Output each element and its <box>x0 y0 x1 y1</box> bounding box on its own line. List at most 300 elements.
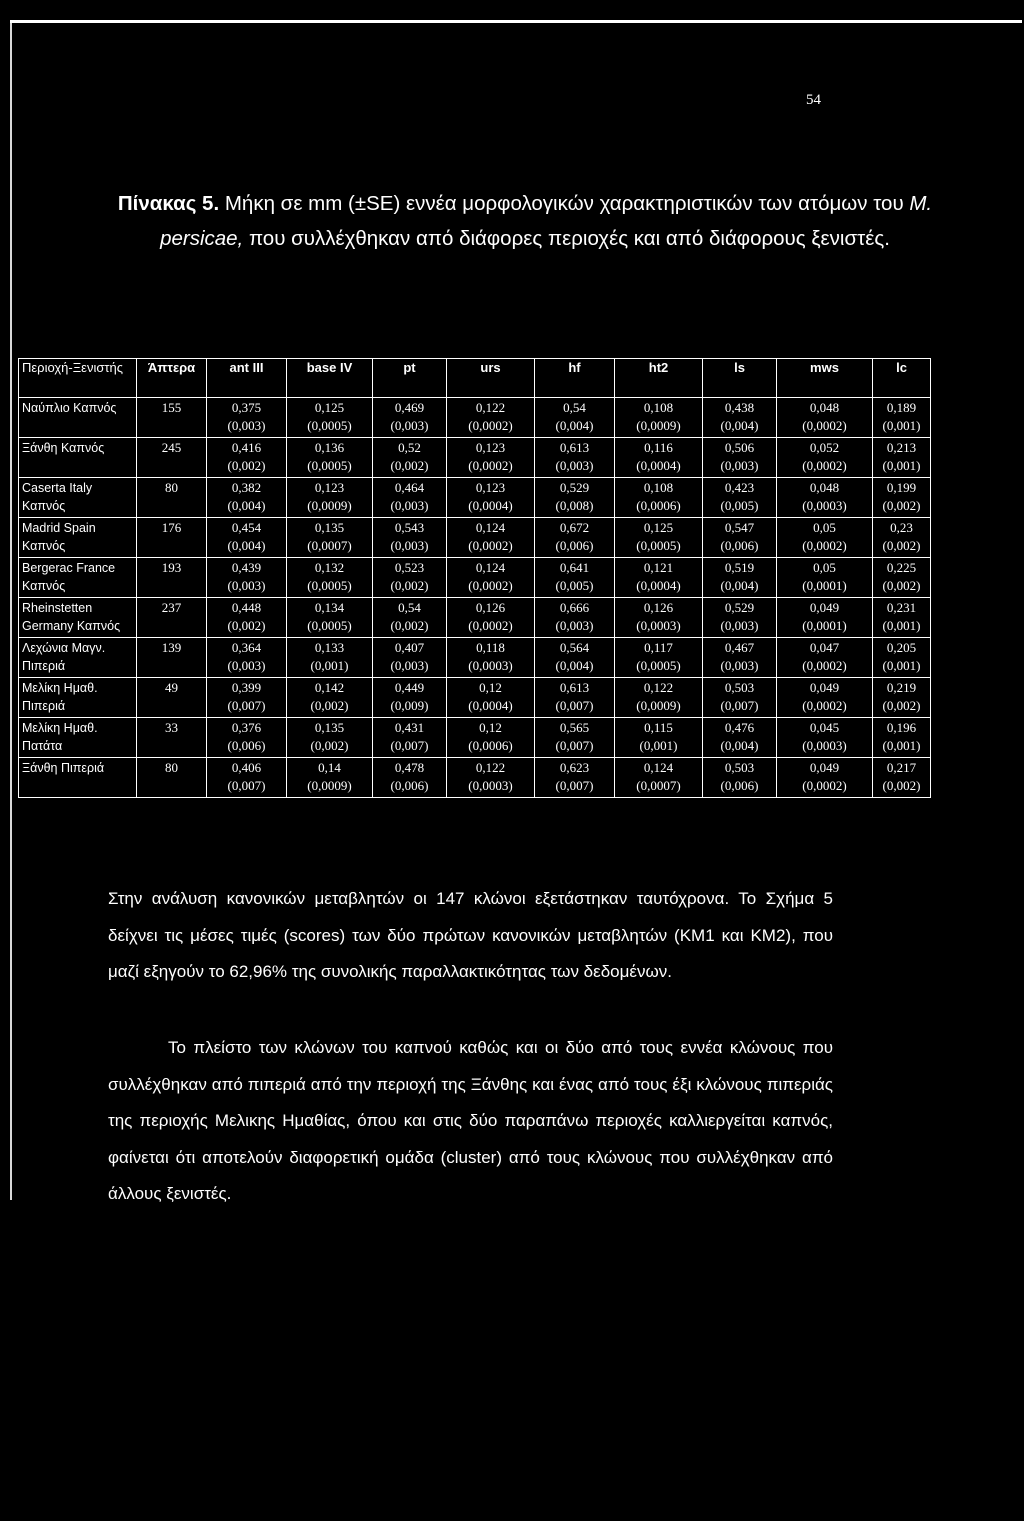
count-cell: 80 <box>137 758 207 798</box>
mean-value: 0,543 <box>394 520 425 535</box>
measurement-cell <box>873 478 931 518</box>
se-value: (0,003) <box>390 418 429 433</box>
measurement-cell <box>615 518 703 558</box>
se-value: (0,006) <box>227 738 266 753</box>
mean-value: 0,136 <box>314 440 345 455</box>
se-value: (0,004) <box>720 418 759 433</box>
se-value: (0,003) <box>227 578 266 593</box>
mean-value: 0,476 <box>724 720 755 735</box>
se-value: (0,004) <box>720 738 759 753</box>
paragraph-2 <box>108 1030 833 1213</box>
mean-value: 0,431 <box>394 720 425 735</box>
measurement-cell <box>873 598 931 638</box>
measurement-cell <box>207 598 287 638</box>
count-cell: 176 <box>137 518 207 558</box>
mean-value: 0,115 <box>644 720 673 735</box>
region-host-cell: Rheinstetten Germany Καπνός <box>19 598 137 638</box>
mean-value: 0,134 <box>314 600 345 615</box>
left-border-line <box>10 20 12 1200</box>
measurement-cell <box>207 758 287 798</box>
measurement-cell <box>207 478 287 518</box>
mean-value: 0,407 <box>394 640 425 655</box>
column-header: ht2 <box>615 359 703 398</box>
measurement-cell <box>615 558 703 598</box>
column-header: lc <box>873 359 931 398</box>
se-value: (0,0002) <box>468 458 513 473</box>
measurement-cell <box>703 758 777 798</box>
count-cell: 33 <box>137 718 207 758</box>
measurement-cell <box>777 638 873 678</box>
se-value: (0,005) <box>555 578 594 593</box>
measurement-cell <box>447 478 535 518</box>
mean-value: 0,529 <box>559 480 590 495</box>
region-host-cell: Μελίκη Ημαθ. Πιπεριά <box>19 678 137 718</box>
mean-value: 0,124 <box>475 520 506 535</box>
mean-value: 0,048 <box>809 400 840 415</box>
mean-value: 0,126 <box>643 600 674 615</box>
paragraph-1 <box>108 881 833 991</box>
mean-value: 0,52 <box>398 440 421 455</box>
se-value: (0,003) <box>720 618 759 633</box>
se-value: (0,007) <box>555 698 594 713</box>
region-host-cell: Ξάνθη Καπνός <box>19 438 137 478</box>
count-cell: 193 <box>137 558 207 598</box>
mean-value: 0,135 <box>314 520 345 535</box>
mean-value: 0,142 <box>314 680 345 695</box>
mean-value: 0,12 <box>479 720 502 735</box>
measurement-cell <box>207 678 287 718</box>
measurement-cell <box>447 638 535 678</box>
se-value: (0,0001) <box>802 578 847 593</box>
measurement-cell <box>615 398 703 438</box>
measurement-cell <box>703 678 777 718</box>
count-cell: 139 <box>137 638 207 678</box>
measurement-cell <box>447 398 535 438</box>
measurement-cell <box>615 758 703 798</box>
column-header: Άπτερα <box>137 359 207 398</box>
mean-value: 0,196 <box>886 720 917 735</box>
table-row <box>19 678 931 718</box>
measurement-cell <box>777 478 873 518</box>
mean-value: 0,519 <box>724 560 755 575</box>
mean-value: 0,213 <box>886 440 917 455</box>
region-host-cell: Ναύπλιο Καπνός <box>19 398 137 438</box>
measurement-cell <box>873 718 931 758</box>
se-value: (0,006) <box>390 778 429 793</box>
count-cell: 245 <box>137 438 207 478</box>
mean-value: 0,565 <box>559 720 590 735</box>
mean-value: 0,623 <box>559 760 590 775</box>
se-value: (0,001) <box>310 658 349 673</box>
measurement-cell <box>207 638 287 678</box>
measurement-cell <box>447 518 535 558</box>
se-value: (0,0002) <box>802 538 847 553</box>
mean-value: 0,423 <box>724 480 755 495</box>
measurement-cell <box>535 478 615 518</box>
measurement-cell <box>615 638 703 678</box>
column-header: hf <box>535 359 615 398</box>
se-value: (0,0002) <box>802 778 847 793</box>
se-value: (0,008) <box>555 498 594 513</box>
table-row <box>19 478 931 518</box>
measurement-cell <box>777 718 873 758</box>
mean-value: 0,467 <box>724 640 755 655</box>
mean-value: 0,454 <box>231 520 262 535</box>
mean-value: 0,376 <box>231 720 262 735</box>
measurement-cell <box>873 518 931 558</box>
measurement-cell <box>703 438 777 478</box>
mean-value: 0,045 <box>809 720 840 735</box>
mean-value: 0,048 <box>809 480 840 495</box>
region-host-cell: Ξάνθη Πιπεριά <box>19 758 137 798</box>
column-header: Περιοχή-Ξενιστής <box>19 359 137 398</box>
se-value: (0,002) <box>882 698 921 713</box>
measurement-cell <box>373 518 447 558</box>
count-cell: 155 <box>137 398 207 438</box>
mean-value: 0,205 <box>886 640 917 655</box>
se-value: (0,007) <box>390 738 429 753</box>
measurement-cell <box>703 718 777 758</box>
se-value: (0,0005) <box>636 658 681 673</box>
measurement-cell <box>535 638 615 678</box>
mean-value: 0,189 <box>886 400 917 415</box>
mean-value: 0,135 <box>314 720 345 735</box>
se-value: (0,006) <box>555 538 594 553</box>
mean-value: 0,049 <box>809 680 840 695</box>
se-value: (0,003) <box>227 418 266 433</box>
measurement-cell <box>873 758 931 798</box>
measurement-cell <box>447 558 535 598</box>
se-value: (0,001) <box>882 738 921 753</box>
measurement-cell <box>615 598 703 638</box>
table-row <box>19 598 931 638</box>
se-value: (0,0002) <box>802 658 847 673</box>
se-value: (0,003) <box>555 618 594 633</box>
se-value: (0,0009) <box>636 698 681 713</box>
mean-value: 0,478 <box>394 760 425 775</box>
mean-value: 0,382 <box>231 480 262 495</box>
mean-value: 0,118 <box>476 640 505 655</box>
measurement-cell <box>873 438 931 478</box>
caption-text-1: Μήκη σε mm (±SE) εννέα μορφολογικών χαρακτηριστικών των ατόμων του <box>224 192 904 215</box>
se-value: (0,002) <box>310 698 349 713</box>
se-value: (0,0003) <box>468 658 513 673</box>
se-value: (0,0009) <box>636 418 681 433</box>
se-value: (0,0003) <box>468 778 513 793</box>
mean-value: 0,613 <box>559 440 590 455</box>
measurement-cell <box>873 558 931 598</box>
mean-value: 0,047 <box>809 640 840 655</box>
mean-value: 0,199 <box>886 480 917 495</box>
se-value: (0,003) <box>720 658 759 673</box>
se-value: (0,001) <box>882 658 921 673</box>
measurement-cell <box>373 558 447 598</box>
mean-value: 0,23 <box>890 520 913 535</box>
mean-value: 0,54 <box>563 400 586 415</box>
se-value: (0,006) <box>720 538 759 553</box>
measurement-cell <box>777 398 873 438</box>
table-row <box>19 718 931 758</box>
se-value: (0,001) <box>882 418 921 433</box>
morphology-table <box>18 358 931 798</box>
measurement-cell <box>287 518 373 558</box>
column-header: ant III <box>207 359 287 398</box>
se-value: (0,0005) <box>307 418 352 433</box>
table-row <box>19 518 931 558</box>
measurement-cell <box>207 518 287 558</box>
table-row <box>19 398 931 438</box>
measurement-cell <box>373 758 447 798</box>
table-header-row <box>19 359 931 398</box>
se-value: (0,002) <box>882 578 921 593</box>
se-value: (0,0002) <box>802 418 847 433</box>
mean-value: 0,125 <box>643 520 674 535</box>
se-value: (0,004) <box>227 498 266 513</box>
mean-value: 0,124 <box>475 560 506 575</box>
se-value: (0,0004) <box>636 458 681 473</box>
se-value: (0,0007) <box>636 778 681 793</box>
se-value: (0,0004) <box>468 498 513 513</box>
measurement-cell <box>535 718 615 758</box>
mean-value: 0,122 <box>475 400 506 415</box>
paragraph-1-text: Στην ανάλυση κανονικών μεταβλητών οι 147 κλώνοι εξετάστηκαν ταυτόχρονα. Το Σχήμα 5 δείχνει τις μέσες τιμές (scores) των δύο πρώτων κανονικών μεταβλητών (ΚΜ1 και ΚΜ2), που μαζί εξηγούν το 62,96% της συνολικής παραλλακτικότητας των δεδομένων. <box>108 889 833 981</box>
measurement-cell <box>287 598 373 638</box>
se-value: (0,009) <box>390 698 429 713</box>
measurement-cell <box>287 478 373 518</box>
region-host-cell: Caserta Italy Καπνός <box>19 478 137 518</box>
measurement-cell <box>287 638 373 678</box>
measurement-cell <box>373 678 447 718</box>
mean-value: 0,123 <box>475 480 506 495</box>
measurement-cell <box>777 758 873 798</box>
se-value: (0,0005) <box>307 618 352 633</box>
mean-value: 0,049 <box>809 760 840 775</box>
se-value: (0,002) <box>390 578 429 593</box>
se-value: (0,007) <box>227 778 266 793</box>
se-value: (0,0002) <box>802 458 847 473</box>
column-header: ls <box>703 359 777 398</box>
measurement-cell <box>615 678 703 718</box>
se-value: (0,007) <box>555 778 594 793</box>
mean-value: 0,439 <box>231 560 262 575</box>
measurement-cell <box>703 558 777 598</box>
se-value: (0,002) <box>882 498 921 513</box>
mean-value: 0,547 <box>724 520 755 535</box>
measurement-cell <box>207 718 287 758</box>
se-value: (0,004) <box>555 658 594 673</box>
measurement-cell <box>373 478 447 518</box>
se-value: (0,0002) <box>802 698 847 713</box>
mean-value: 0,123 <box>475 440 506 455</box>
mean-value: 0,133 <box>314 640 345 655</box>
mean-value: 0,464 <box>394 480 425 495</box>
measurement-cell <box>777 518 873 558</box>
mean-value: 0,052 <box>809 440 840 455</box>
measurement-cell <box>447 598 535 638</box>
mean-value: 0,613 <box>559 680 590 695</box>
region-host-cell: Λεχώνια Μαγν. Πιπεριά <box>19 638 137 678</box>
mean-value: 0,449 <box>394 680 425 695</box>
mean-value: 0,523 <box>394 560 425 575</box>
se-value: (0,002) <box>882 778 921 793</box>
se-value: (0,0002) <box>468 538 513 553</box>
measurement-cell <box>207 438 287 478</box>
measurement-cell <box>535 598 615 638</box>
mean-value: 0,416 <box>231 440 262 455</box>
mean-value: 0,116 <box>644 440 673 455</box>
measurement-cell <box>287 438 373 478</box>
measurement-cell <box>373 718 447 758</box>
se-value: (0,003) <box>390 538 429 553</box>
measurement-cell <box>777 678 873 718</box>
mean-value: 0,364 <box>231 640 262 655</box>
mean-value: 0,666 <box>559 600 590 615</box>
mean-value: 0,503 <box>724 760 755 775</box>
mean-value: 0,132 <box>314 560 345 575</box>
se-value: (0,0005) <box>307 578 352 593</box>
mean-value: 0,503 <box>724 680 755 695</box>
measurement-cell <box>777 438 873 478</box>
mean-value: 0,121 <box>643 560 674 575</box>
se-value: (0,002) <box>882 538 921 553</box>
se-value: (0,003) <box>390 658 429 673</box>
se-value: (0,002) <box>390 618 429 633</box>
se-value: (0,007) <box>720 698 759 713</box>
se-value: (0,004) <box>227 538 266 553</box>
mean-value: 0,108 <box>643 400 674 415</box>
se-value: (0,0009) <box>307 778 352 793</box>
se-value: (0,003) <box>720 458 759 473</box>
region-host-cell: Μελίκη Ημαθ. Πατάτα <box>19 718 137 758</box>
page-number: 54 <box>806 92 821 108</box>
mean-value: 0,469 <box>394 400 425 415</box>
mean-value: 0,14 <box>318 760 341 775</box>
se-value: (0,0003) <box>802 498 847 513</box>
column-header: pt <box>373 359 447 398</box>
se-value: (0,0004) <box>636 578 681 593</box>
se-value: (0,0001) <box>802 618 847 633</box>
se-value: (0,0006) <box>468 738 513 753</box>
paragraph-2-text: Το πλείστο των κλώνων του καπνού καθώς και οι δύο από τους εννέα κλώνους που συλλέχθηκαν από πιπεριά από την περιοχή της Ξάνθης και ένας από τους έξι κλώνους πιπεριάς της περιοχής Μελικης Ημαθίας, όπου και στις δύο παραπάνω περιοχές καλλιεργείται καπνός, φαίνεται ότι αποτελούν διαφορετική ομάδα (cluster) από τους κλώνους που συλλέχθηκαν από άλλους ξενιστές. <box>108 1038 833 1203</box>
se-value: (0,001) <box>882 458 921 473</box>
count-cell: 237 <box>137 598 207 638</box>
se-value: (0,007) <box>227 698 266 713</box>
mean-value: 0,564 <box>559 640 590 655</box>
se-value: (0,0005) <box>307 458 352 473</box>
se-value: (0,006) <box>720 778 759 793</box>
measurement-cell <box>777 598 873 638</box>
mean-value: 0,438 <box>724 400 755 415</box>
mean-value: 0,641 <box>559 560 590 575</box>
column-header: base IV <box>287 359 373 398</box>
caption-text-2: που συλλέχθηκαν από διάφορες περιοχές και από διάφορους ξενιστές. <box>248 227 890 250</box>
measurement-cell <box>373 598 447 638</box>
measurement-cell <box>535 438 615 478</box>
measurement-cell <box>703 398 777 438</box>
mean-value: 0,12 <box>479 680 502 695</box>
measurement-cell <box>287 678 373 718</box>
mean-value: 0,124 <box>643 760 674 775</box>
se-value: (0,002) <box>227 458 266 473</box>
se-value: (0,004) <box>720 578 759 593</box>
measurement-cell <box>373 438 447 478</box>
measurement-cell <box>873 638 931 678</box>
table-caption <box>100 186 950 256</box>
measurement-cell <box>615 718 703 758</box>
measurement-cell <box>615 478 703 518</box>
measurement-cell <box>703 478 777 518</box>
mean-value: 0,05 <box>813 560 836 575</box>
caption-label: Πίνακας 5. <box>117 192 220 215</box>
se-value: (0,0006) <box>636 498 681 513</box>
se-value: (0,0003) <box>802 738 847 753</box>
measurement-cell <box>873 398 931 438</box>
se-value: (0,003) <box>227 658 266 673</box>
se-value: (0,0002) <box>468 418 513 433</box>
se-value: (0,001) <box>639 738 678 753</box>
table-row <box>19 558 931 598</box>
caption-species: M. persicae, <box>160 192 933 250</box>
measurement-cell <box>373 398 447 438</box>
measurement-cell <box>447 718 535 758</box>
se-value: (0,005) <box>720 498 759 513</box>
se-value: (0,0002) <box>468 618 513 633</box>
mean-value: 0,122 <box>475 760 506 775</box>
mean-value: 0,05 <box>813 520 836 535</box>
measurement-cell <box>207 398 287 438</box>
se-value: (0,003) <box>555 458 594 473</box>
measurement-cell <box>873 678 931 718</box>
se-value: (0,002) <box>310 738 349 753</box>
mean-value: 0,122 <box>643 680 674 695</box>
se-value: (0,003) <box>390 498 429 513</box>
mean-value: 0,672 <box>559 520 590 535</box>
mean-value: 0,506 <box>724 440 755 455</box>
mean-value: 0,108 <box>643 480 674 495</box>
mean-value: 0,399 <box>231 680 262 695</box>
table-row <box>19 638 931 678</box>
measurement-cell <box>287 718 373 758</box>
column-header: urs <box>447 359 535 398</box>
measurement-cell <box>207 558 287 598</box>
measurement-cell <box>535 398 615 438</box>
measurement-cell <box>447 438 535 478</box>
mean-value: 0,448 <box>231 600 262 615</box>
measurement-cell <box>447 678 535 718</box>
top-border-line <box>10 20 1022 23</box>
mean-value: 0,117 <box>644 640 673 655</box>
measurement-cell <box>703 598 777 638</box>
region-host-cell: Madrid Spain Καπνός <box>19 518 137 558</box>
se-value: (0,004) <box>555 418 594 433</box>
mean-value: 0,219 <box>886 680 917 695</box>
se-value: (0,0005) <box>636 538 681 553</box>
count-cell: 80 <box>137 478 207 518</box>
measurement-cell <box>447 758 535 798</box>
mean-value: 0,54 <box>398 600 421 615</box>
table-row <box>19 758 931 798</box>
mean-value: 0,225 <box>886 560 917 575</box>
mean-value: 0,126 <box>475 600 506 615</box>
region-host-cell: Bergerac France Καπνός <box>19 558 137 598</box>
measurement-cell <box>535 518 615 558</box>
se-value: (0,0003) <box>636 618 681 633</box>
mean-value: 0,125 <box>314 400 345 415</box>
se-value: (0,001) <box>882 618 921 633</box>
se-value: (0,0004) <box>468 698 513 713</box>
measurement-cell <box>535 678 615 718</box>
mean-value: 0,123 <box>314 480 345 495</box>
